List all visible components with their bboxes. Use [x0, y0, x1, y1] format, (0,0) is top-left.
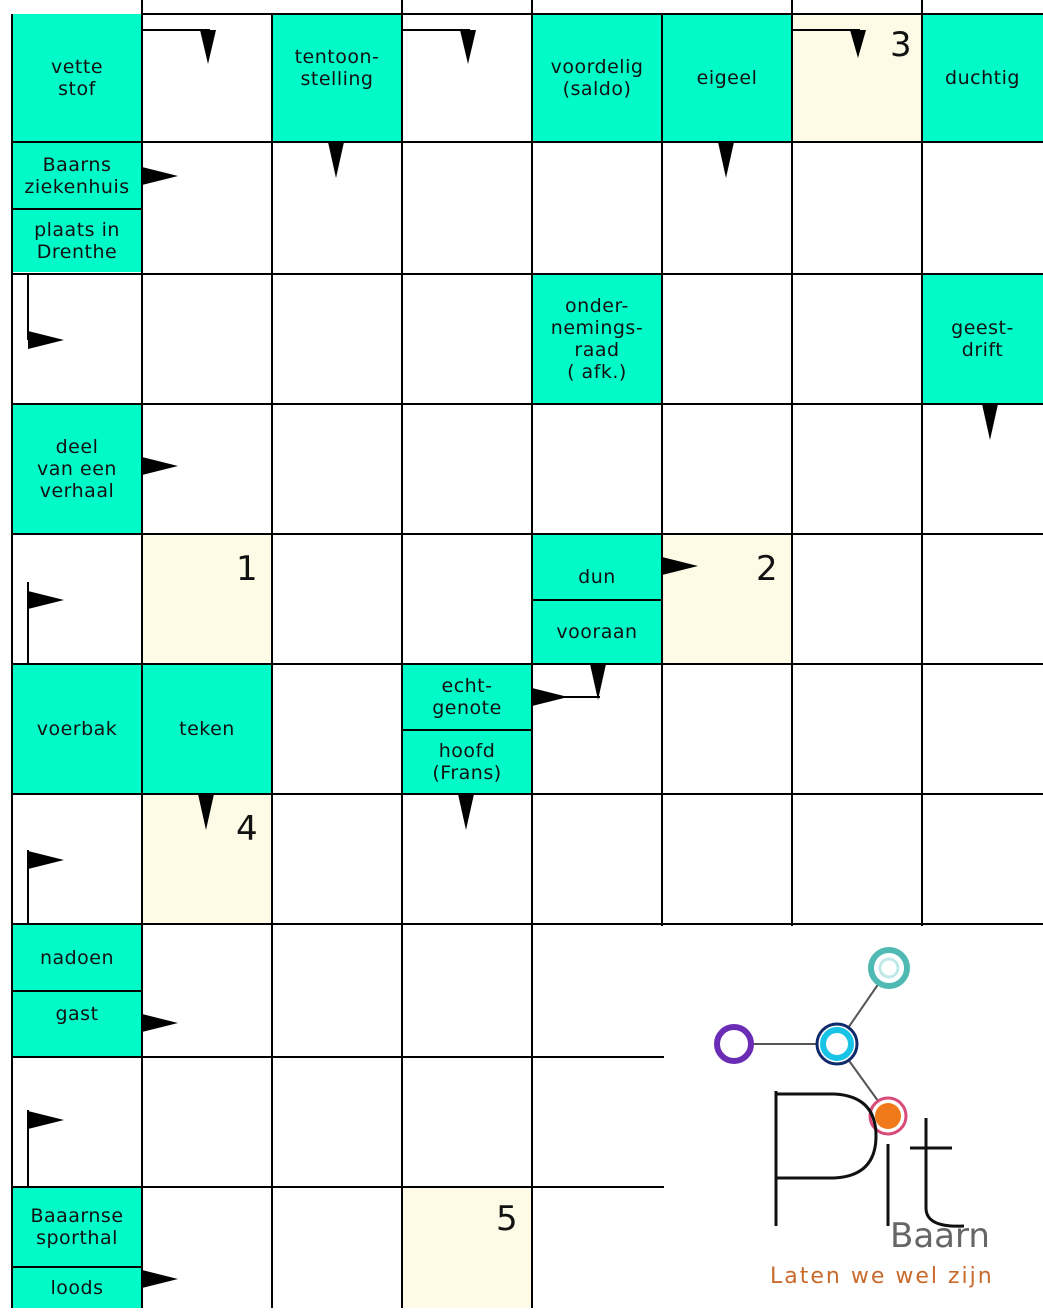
clue-ondernemingsraad: onder- nemings- raad ( afk.)	[532, 274, 662, 404]
clue-eigeel: eigeel	[662, 14, 792, 142]
logo-tagline: Laten we wel zijn	[770, 1264, 994, 1289]
solution-number-5: 5	[496, 1199, 518, 1239]
solution-number-2: 2	[756, 549, 778, 589]
clue-geestdrift: geest- drift	[922, 274, 1043, 404]
clue-dun: dun	[532, 534, 662, 600]
clue-echtgenote: echt- genote	[402, 664, 532, 730]
clue-plaats-drenthe: plaats in Drenthe	[12, 209, 142, 272]
solution-number-3: 3	[890, 25, 912, 65]
solution-number-4: 4	[236, 809, 258, 849]
clue-teken: teken	[142, 664, 272, 794]
clue-vette-stof: vette stof	[12, 14, 142, 142]
clue-deel-verhaal: deel van een verhaal	[12, 404, 142, 534]
solution-number-1: 1	[236, 549, 258, 589]
pit-baarn-logo	[664, 926, 1043, 1308]
clue-nadoen: nadoen	[12, 924, 142, 991]
clue-hoofd-frans: hoofd (Frans)	[402, 730, 532, 794]
logo-baarn-text: Baarn	[890, 1216, 990, 1256]
clue-loods: loods	[12, 1267, 142, 1308]
clue-vooraan: vooraan	[532, 600, 662, 664]
clue-voordelig: voordelig (saldo)	[532, 14, 662, 142]
clue-gast: gast	[12, 991, 142, 1057]
clue-duchtig: duchtig	[922, 14, 1043, 142]
clue-tentoonstelling: tentoon- stelling	[272, 14, 402, 142]
clue-baaarnse-sporthal: Baaarnse sporthal	[12, 1187, 142, 1267]
clue-baarns-ziekenhuis: Baarns ziekenhuis	[12, 142, 142, 209]
clue-voerbak: voerbak	[12, 664, 142, 794]
